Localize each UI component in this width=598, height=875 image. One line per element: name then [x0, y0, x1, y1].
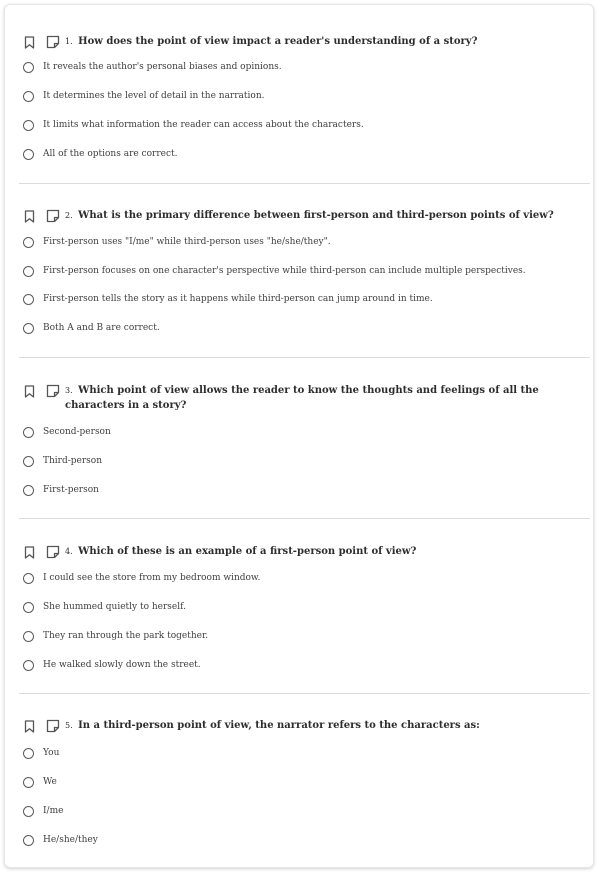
question-number: 2. [65, 211, 73, 220]
bookmark-icon[interactable] [24, 385, 35, 398]
bookmark-icon[interactable] [24, 36, 35, 49]
question-prompt: In a third-person point of view, the narrator refers to the characters as: [78, 720, 480, 731]
option-label: He walked slowly down the street. [43, 660, 201, 670]
radio-button[interactable] [23, 602, 34, 613]
answer-option[interactable] [23, 454, 583, 470]
answer-option[interactable] [23, 118, 583, 134]
bookmark-icon[interactable] [24, 720, 35, 733]
option-label: We [43, 777, 57, 787]
option-label: It limits what information the reader can access about the characters. [43, 120, 364, 130]
option-label: He/she/they [43, 835, 98, 845]
option-label: All of the options are correct. [43, 149, 178, 159]
question-flag-icon[interactable] [46, 384, 60, 398]
question-prompt: Which point of view allows the reader to know the thoughts and feelings of all the characters in a story? [65, 385, 539, 411]
option-label: First-person focuses on one character's perspective while third-person can include multiple perspectives. [43, 266, 526, 276]
radio-button[interactable] [23, 573, 34, 584]
quiz-card [4, 4, 594, 868]
answer-option[interactable] [23, 425, 583, 441]
answer-option[interactable] [23, 571, 583, 587]
question-text [65, 544, 585, 559]
question-prompt: Which of these is an example of a first-person point of view? [78, 546, 417, 557]
radio-button[interactable] [23, 120, 34, 131]
radio-button[interactable] [23, 266, 34, 277]
question-prompt: How does the point of view impact a reader's understanding of a story? [78, 36, 478, 47]
answer-option[interactable] [23, 600, 583, 616]
question-flag-icon[interactable] [46, 545, 60, 559]
radio-button[interactable] [23, 62, 34, 73]
question-number: 4. [65, 547, 73, 556]
question-flag-icon[interactable] [46, 209, 60, 223]
answer-option[interactable] [23, 775, 583, 791]
radio-button[interactable] [23, 485, 34, 496]
radio-button[interactable] [23, 660, 34, 671]
radio-button[interactable] [23, 294, 34, 305]
question-text [65, 383, 585, 413]
question-number: 3. [65, 386, 73, 395]
option-label: They ran through the park together. [43, 631, 209, 641]
answer-option[interactable] [23, 235, 583, 251]
radio-button[interactable] [23, 237, 34, 248]
option-label: First-person tells the story as it happens while third-person can jump around in time. [43, 294, 433, 304]
option-label: It reveals the author's personal biases and opinions. [43, 62, 282, 72]
question-divider [19, 693, 590, 694]
question-prompt: What is the primary difference between first-person and third-person points of view? [78, 210, 554, 221]
radio-button[interactable] [23, 149, 34, 160]
option-label: It determines the level of detail in the narration. [43, 91, 265, 101]
radio-button[interactable] [23, 835, 34, 846]
answer-option[interactable] [23, 658, 583, 674]
question-flag-icon[interactable] [46, 719, 60, 733]
radio-button[interactable] [23, 323, 34, 334]
option-label: I could see the store from my bedroom window. [43, 573, 261, 583]
option-label: Second-person [43, 427, 111, 437]
answer-option[interactable] [23, 483, 583, 499]
option-label: Both A and B are correct. [43, 323, 160, 333]
option-label: I/me [43, 806, 64, 816]
bookmark-icon[interactable] [24, 210, 35, 223]
answer-option[interactable] [23, 629, 583, 645]
option-label: First-person [43, 485, 99, 495]
radio-button[interactable] [23, 427, 34, 438]
answer-option[interactable] [23, 292, 583, 308]
question-number: 1. [65, 37, 73, 46]
bookmark-icon[interactable] [24, 546, 35, 559]
answer-option[interactable] [23, 833, 583, 849]
radio-button[interactable] [23, 91, 34, 102]
question-flag-icon[interactable] [46, 35, 60, 49]
radio-button[interactable] [23, 748, 34, 759]
radio-button[interactable] [23, 777, 34, 788]
answer-option[interactable] [23, 147, 583, 163]
answer-option[interactable] [23, 264, 583, 280]
answer-option[interactable] [23, 60, 583, 76]
answer-option[interactable] [23, 89, 583, 105]
option-label: You [43, 748, 60, 758]
question-divider [19, 183, 590, 184]
question-number: 5. [65, 721, 73, 730]
answer-option[interactable] [23, 321, 583, 337]
question-text [65, 718, 585, 733]
question-text [65, 208, 585, 223]
radio-button[interactable] [23, 806, 34, 817]
radio-button[interactable] [23, 456, 34, 467]
option-label: First-person uses "I/me" while third-person uses "he/she/they". [43, 237, 331, 247]
radio-button[interactable] [23, 631, 34, 642]
option-label: She hummed quietly to herself. [43, 602, 186, 612]
answer-option[interactable] [23, 746, 583, 762]
question-text [65, 34, 585, 49]
answer-option[interactable] [23, 804, 583, 820]
option-label: Third-person [43, 456, 103, 466]
question-divider [19, 357, 590, 358]
question-divider [19, 518, 590, 519]
